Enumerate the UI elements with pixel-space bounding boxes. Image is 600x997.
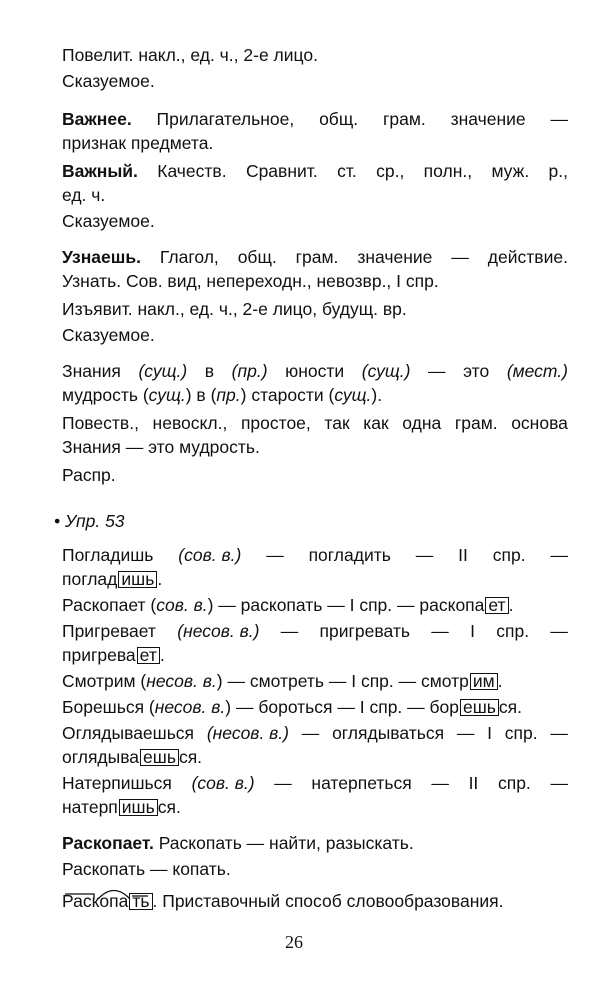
word: общ. [319, 109, 359, 129]
ending-box: ешь [460, 699, 499, 716]
word-annotation: сущ. [148, 385, 186, 405]
page-number: 26 [285, 932, 303, 952]
headword: Раскопает. [62, 833, 154, 853]
verb-line: Натерпишься (сов. в.) — натерпеться — II спр. — [62, 773, 568, 793]
word: — [451, 247, 469, 267]
verb-line: Смотрим (несов. в.) — смотреть — I спр. — смотр им . [62, 671, 503, 691]
headword: Узнаешь. [62, 247, 141, 267]
word-entry-raskopaet: Раскопает. Раскопать — найти, разыскать. [62, 833, 414, 853]
ending-box: ишь [118, 571, 157, 588]
word-annotation: (сущ.) [138, 361, 188, 381]
sentence-analysis-line [62, 360, 568, 382]
headword: Важный. [62, 161, 138, 181]
word: невоскл., [152, 413, 228, 433]
word: Качеств. [157, 161, 227, 181]
word-annotation: пр. [216, 385, 241, 405]
sentence-analysis-line [62, 384, 382, 406]
word: юности [285, 361, 345, 381]
word: общ. [237, 247, 277, 267]
text-line: Знания — это мудрость. [62, 437, 260, 457]
text-line: Узнать. Сов. вид, непереходн., невозвр., I спр. [62, 271, 439, 291]
text-line: Раскопать — копать. [62, 859, 231, 879]
word: — [428, 361, 446, 381]
word: Прилагательное, [156, 109, 295, 129]
word: действие. [487, 247, 568, 267]
ending-box: ет [137, 647, 160, 664]
ending-box: ешь [140, 749, 179, 766]
word: значение [357, 247, 433, 267]
word-annotation: (мест.) [506, 361, 568, 381]
word-annotation: (пр.) [231, 361, 268, 381]
word: грам. [454, 413, 498, 433]
text: мудрость ( [62, 385, 149, 405]
text-line: признак предмета. [62, 133, 214, 153]
word: Знания [62, 361, 121, 381]
verb-line: натерп ишь ся. [62, 797, 181, 817]
verb-line: Оглядываешься (несов. в.) — оглядываться — I спр. — [62, 723, 568, 743]
ending-box: ишь [119, 799, 158, 816]
word: это [463, 361, 490, 381]
word: р., [548, 161, 568, 181]
verb-line: Пригревает (несов. в.) — пригревать — I спр. — [62, 621, 568, 641]
word-entry-vazhnee [62, 108, 568, 130]
verb-line: поглад ишь . [62, 569, 163, 589]
ending-box: ет [485, 597, 508, 614]
word-entry-uznaesh [62, 246, 568, 268]
word: полн., [423, 161, 473, 181]
word-entry-vazhny [62, 160, 568, 182]
word-annotation: сущ. [334, 385, 372, 405]
word: значение [450, 109, 526, 129]
verb-line: оглядыва ешь ся. [62, 747, 203, 767]
word: как [363, 413, 389, 433]
word: — [550, 109, 568, 129]
text-line: Распр. [62, 465, 116, 485]
verb-line: пригрева ет . [62, 645, 165, 665]
exercise-heading: • Упр. 53 [54, 511, 125, 531]
word: основа [511, 413, 568, 433]
verb-line: Раскопает (сов. в.) — раскопать — I спр. — раскопа ет . [62, 595, 514, 615]
word-annotation: (сущ.) [361, 361, 411, 381]
word: так [324, 413, 350, 433]
word: простое, [240, 413, 311, 433]
verb-line: Погладишь (сов. в.) — погладить — II спр. — [62, 545, 568, 565]
word: Глагол, [159, 247, 219, 267]
headword: Важнее. [62, 109, 132, 129]
text: ). [371, 385, 383, 405]
word: в [204, 361, 215, 381]
text-line: Сказуемое. [62, 325, 155, 345]
text: ) в ( [185, 385, 217, 405]
word: одна [402, 413, 442, 433]
text-line: Повелит. накл., ед. ч., 2-е лицо. [62, 45, 318, 65]
word: муж. [491, 161, 530, 181]
word: грам. [295, 247, 339, 267]
text-line [62, 412, 568, 434]
text-line: Сказуемое. [62, 71, 155, 91]
word: Сравнит. [245, 161, 318, 181]
word: Повеств., [62, 413, 139, 433]
text: ) старости ( [240, 385, 335, 405]
word: ср., [376, 161, 405, 181]
text-line: Сказуемое. [62, 211, 155, 231]
ending-box: им [470, 673, 498, 690]
text-line: Изъявит. накл., ед. ч., 2-е лицо, будущ. вр. [62, 299, 407, 319]
ending-box: ть [129, 893, 152, 910]
word: ст. [337, 161, 357, 181]
morpheme-analysis-line: Раскопа ть . Приставочный способ словообразования. [62, 891, 504, 911]
text-line: ед. ч. [62, 185, 106, 205]
verb-line: Борешься (несов. в.) — бороться — I спр. — бор ешь ся. [62, 697, 522, 717]
word: грам. [382, 109, 426, 129]
